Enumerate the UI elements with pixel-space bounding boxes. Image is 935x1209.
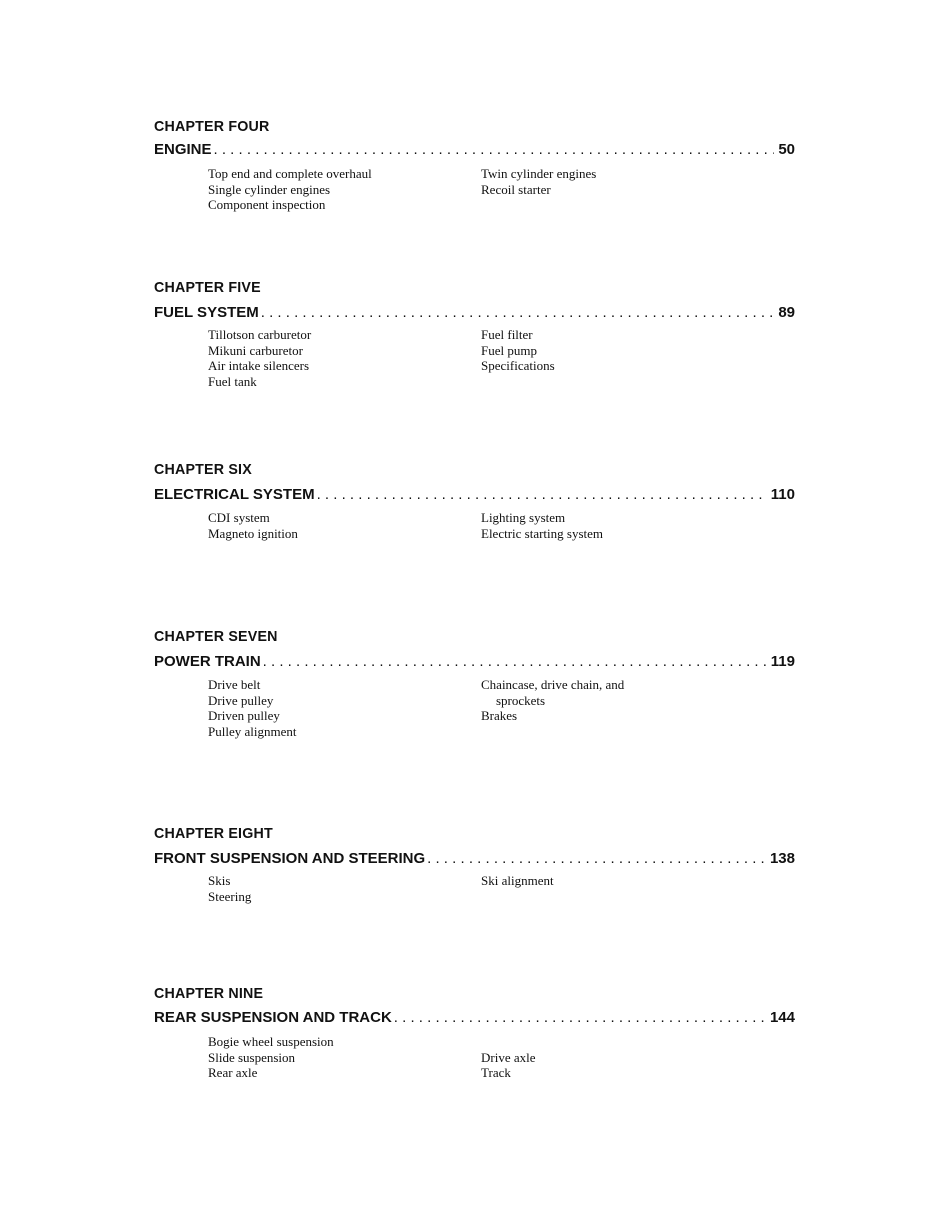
topics-right-column [481, 1050, 536, 1081]
chapter-title: FUEL SYSTEM [154, 304, 259, 321]
topic-item: Slide suspension [208, 1049, 296, 1065]
topic-item: Rear axle [208, 1065, 258, 1080]
topic-item: Single cylinder engines [208, 181, 331, 197]
chapter-heading: CHAPTER SEVEN [154, 628, 278, 645]
page-number: 110 [770, 486, 795, 503]
topic-item: Mikuni carburetor [208, 342, 303, 358]
topics-left-column [208, 166, 372, 213]
dot-leader [263, 653, 767, 670]
page-number: 89 [778, 304, 795, 321]
chapter-title-row [154, 850, 795, 867]
chapter-title-row [154, 141, 795, 158]
topic-item: Drive belt [208, 677, 261, 692]
page-number: 50 [778, 141, 795, 158]
topic-item: Chaincase, drive chain, and [481, 677, 625, 692]
topic-item: Twin cylinder engines [481, 166, 597, 181]
topic-item: Fuel tank [208, 373, 257, 389]
chapter-title-row [154, 304, 795, 321]
dot-leader [427, 850, 766, 867]
chapter-title-row [154, 653, 795, 670]
chapter-title: REAR SUSPENSION AND TRACK [154, 1009, 392, 1026]
topics-right-column [481, 166, 596, 197]
chapter-title: FRONT SUSPENSION AND STEERING [154, 850, 426, 867]
chapter-heading: CHAPTER NINE [154, 985, 264, 1002]
chapter-title: ENGINE [154, 141, 212, 158]
topic-item: Drive axle [481, 1049, 536, 1065]
topics-right-column [481, 327, 555, 374]
dot-leader [394, 1009, 766, 1026]
topics-right-column [481, 873, 554, 889]
topic-item: sprockets [496, 692, 546, 708]
topics-left-column [208, 327, 311, 389]
topic-item: Magneto ignition [208, 525, 298, 541]
chapter-title-row [154, 1009, 795, 1026]
topic-item: Steering [208, 888, 252, 904]
chapter-title: POWER TRAIN [154, 653, 261, 670]
chapter-heading: CHAPTER SIX [154, 461, 252, 478]
topic-item: Skis [208, 873, 231, 888]
topics-left-column [208, 873, 251, 904]
topics-left-column [208, 510, 298, 541]
topic-item: Tillotson carburetor [208, 327, 312, 342]
topic-item: Component inspection [208, 197, 326, 212]
page-number: 119 [770, 653, 795, 670]
topic-item: Lighting system [481, 510, 566, 525]
chapter-title-row [154, 486, 795, 503]
page-number: 138 [769, 850, 795, 867]
topic-item: Recoil starter [481, 181, 551, 197]
dot-leader [214, 141, 775, 158]
topics-right-column [481, 677, 624, 724]
topic-item: Air intake silencers [208, 358, 310, 373]
topics-right-column [481, 510, 603, 541]
chapter-heading: CHAPTER EIGHT [154, 825, 273, 842]
topics-left-column [208, 1034, 334, 1081]
topic-item: CDI system [208, 510, 270, 525]
topic-item: Pulley alignment [208, 723, 297, 739]
topic-item: Fuel pump [481, 342, 537, 358]
dot-leader [261, 304, 775, 321]
topics-left-column [208, 677, 296, 739]
page-number: 144 [769, 1009, 795, 1026]
topic-item: Brakes [481, 708, 518, 723]
topic-item: Driven pulley [208, 708, 280, 723]
chapter-heading: CHAPTER FOUR [154, 118, 270, 135]
dot-leader [317, 486, 767, 503]
chapter-heading: CHAPTER FIVE [154, 279, 261, 296]
topic-item: Specifications [481, 358, 555, 373]
topic-item: Ski alignment [481, 873, 554, 888]
topic-item: Fuel filter [481, 327, 533, 342]
topic-item: Drive pulley [208, 692, 274, 708]
topic-item: Bogie wheel suspension [208, 1034, 334, 1049]
topic-item: Top end and complete overhaul [208, 166, 372, 181]
topic-item: Track [481, 1065, 511, 1080]
topic-item: Electric starting system [481, 525, 604, 541]
chapter-title: ELECTRICAL SYSTEM [154, 486, 315, 503]
